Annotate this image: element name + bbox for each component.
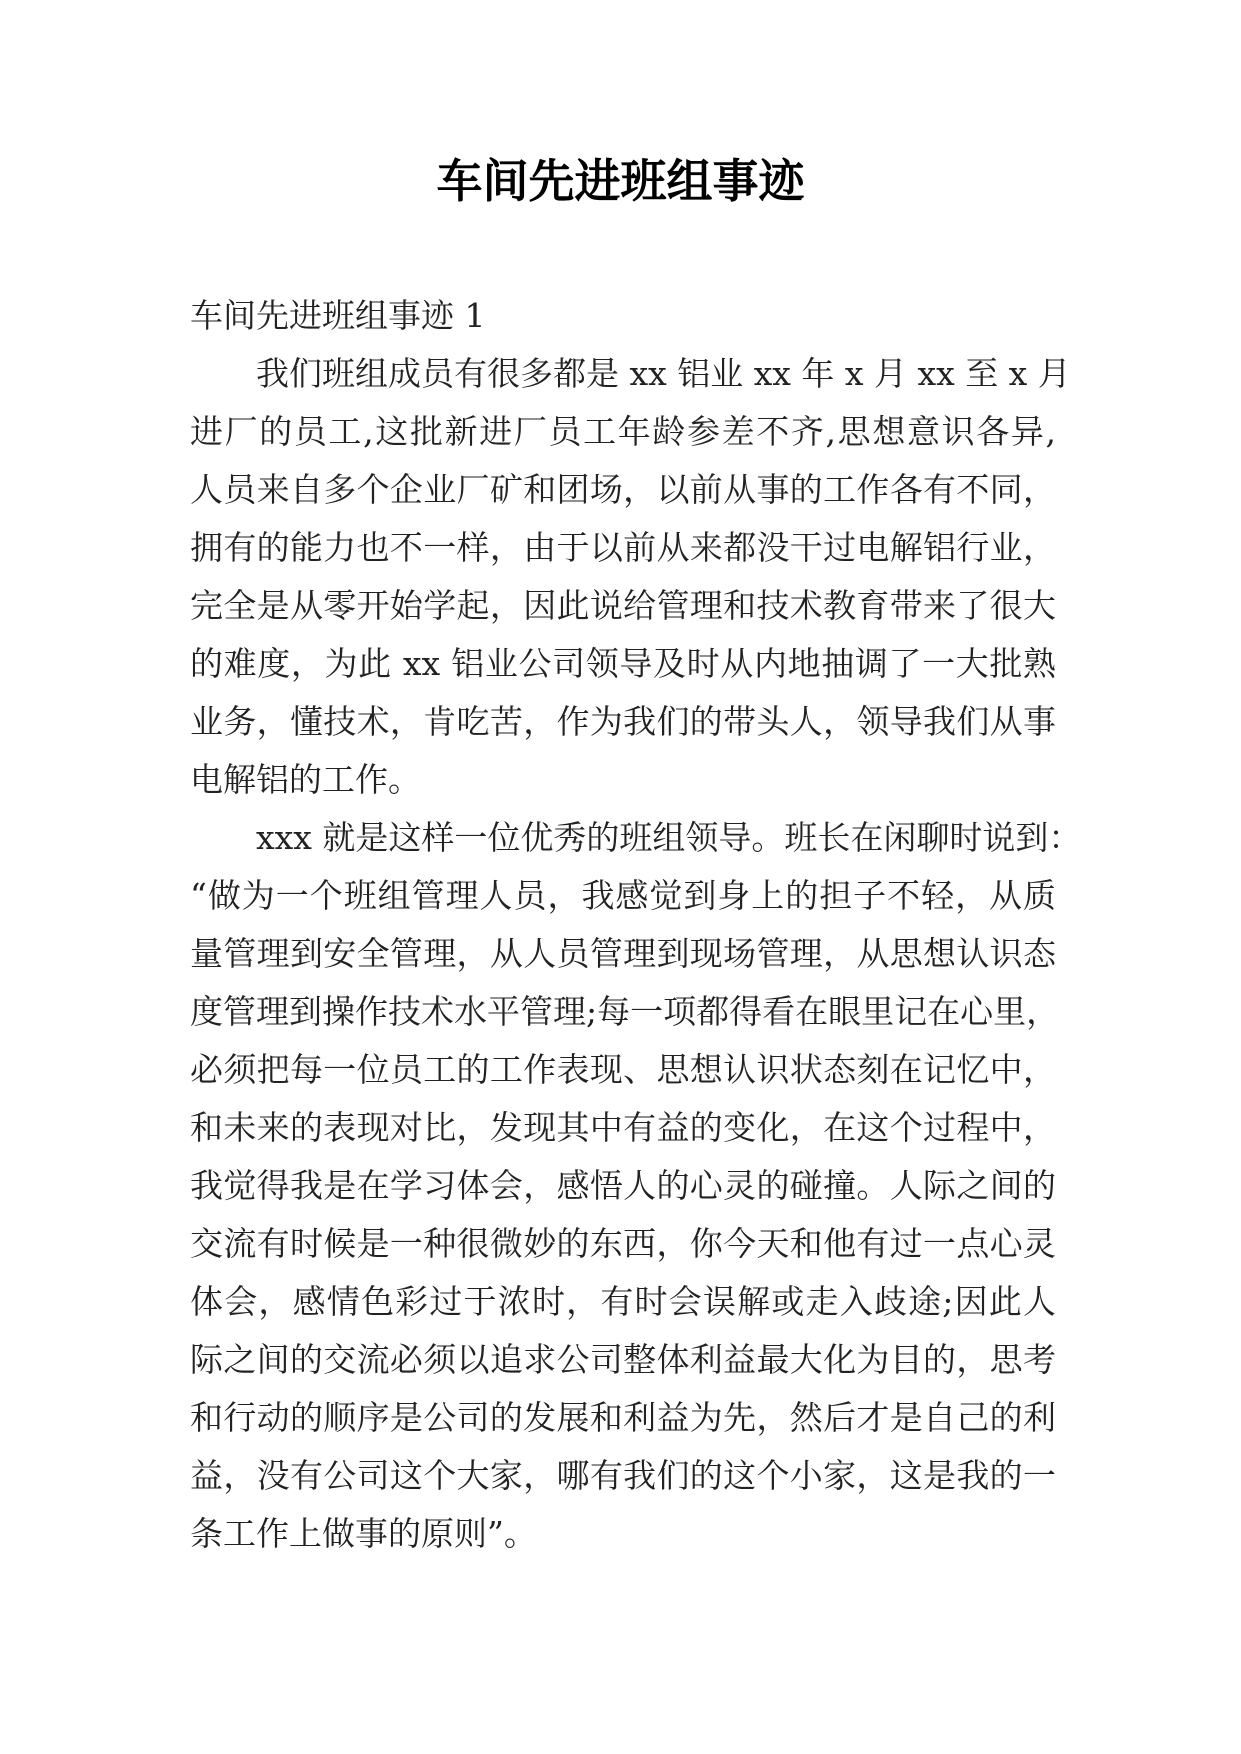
- paragraph-line: 完全是从零开始学起，因此说给管理和技术教育带来了很大: [190, 586, 1056, 625]
- section-heading: 车间先进班组事迹 1: [190, 296, 486, 335]
- paragraph-line: 电解铝的工作。: [190, 760, 421, 799]
- paragraph-line: “做为一个班组管理人员，我感觉到身上的担子不轻，从质: [190, 876, 1056, 915]
- paragraph-line: 业务，懂技术，肯吃苦，作为我们的带头人，领导我们从事: [190, 702, 1056, 741]
- paragraph-line: 量管理到安全管理，从人员管理到现场管理，从思想认识态: [190, 934, 1056, 973]
- paragraph-line: 的难度，为此 xx 铝业公司领导及时从内地抽调了一大批熟: [190, 644, 1056, 683]
- document-body: [190, 287, 1082, 1563]
- paragraph-line: 益，没有公司这个大家，哪有我们的这个小家，这是我的一: [190, 1456, 1056, 1495]
- paragraph-line: 条工作上做事的原则”。: [190, 1514, 537, 1553]
- paragraph-line: 和行动的顺序是公司的发展和利益为先，然后才是自己的利: [190, 1398, 1056, 1437]
- paragraph-line: 人员来自多个企业厂矿和团场，以前从事的工作各有不同，: [190, 470, 1056, 509]
- paragraph-line: 和未来的表现对比，发现其中有益的变化，在这个过程中，: [190, 1108, 1056, 1147]
- paragraph-line: 进厂的员工,这批新进厂员工年龄参差不齐,思想意识各异,: [190, 412, 1056, 451]
- page-title: 车间先进班组事迹: [436, 154, 805, 208]
- paragraph-line: 交流有时候是一种很微妙的东西，你今天和他有过一点心灵: [190, 1224, 1056, 1263]
- paragraph-line: 度管理到操作技术水平管理;每一项都得看在眼里记在心里，: [190, 992, 1060, 1031]
- paragraph-line: 我们班组成员有很多都是 xx 铝业 xx 年 x 月 xx 至 x 月: [256, 354, 1071, 393]
- paragraph-2: [190, 809, 1082, 1563]
- paragraph-line: xxx 就是这样一位优秀的班组领导。班长在闲聊时说到：: [256, 818, 1082, 857]
- paragraph-line: 拥有的能力也不一样，由于以前从来都没干过电解铝行业，: [190, 528, 1056, 567]
- paragraph-line: 际之间的交流必须以追求公司整体利益最大化为目的，思考: [190, 1340, 1056, 1379]
- paragraph-line: 必须把每一位员工的工作表现、思想认识状态刻在记忆中，: [190, 1050, 1056, 1089]
- paragraph-line: 体会，感情色彩过于浓时，有时会误解或走入歧途;因此人: [190, 1282, 1056, 1321]
- paragraph-1: [190, 345, 1071, 809]
- paragraph-line: 我觉得我是在学习体会，感悟人的心灵的碰撞。人际之间的: [190, 1166, 1056, 1205]
